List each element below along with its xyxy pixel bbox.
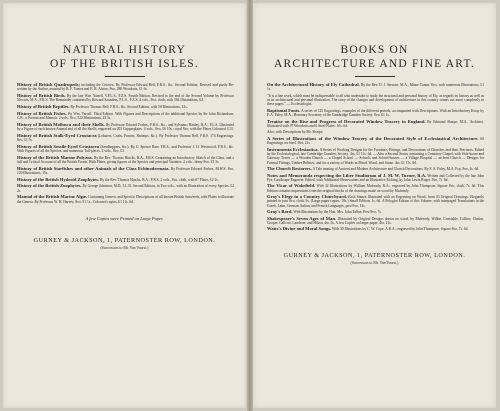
entry-description: By George Johnston, M.D., LL.D. Second Edition, in Two vols., with an Illustration of every Species. £2 2s. [17,184,234,193]
entry-description: (Sandhoppers, &c.). By C. Spence Bate, F.R.S., and Professor J. O. Westwood, F.R.S., &c. With Figures of all the Species, and numerous Tail-pieces. 2 vols., 8vo, £3. [17,144,234,153]
catalogue-entry [17,134,234,143]
right-page [253,3,496,408]
entry-title: History of British Quadrupeds; [17,82,81,87]
entry-description: including the Cetacea. By Professor Edward Bell, F.R.S., &c. Second Edition, Revised and partly Re-written by the Author, assisted by R. F. Tomes and E. R. Alston. 8vo, 280 Woodcuts, £1 6s. [17,83,235,92]
right-title-line1: BOOKS ON [340,44,409,56]
entry-title: Baptismal Fonts. [267,107,301,113]
right-publisher-imprint: GURNEY & JACKSON, 1, PATERNOSTER ROW, LONDON. [283,251,466,259]
catalogue-entry [267,130,484,134]
entry-description: By the Rev. Thomas Hincks, B.A., F.R.S. Containing an Introductory Sketch of the Class, and a full and Critical Account of all the British Forms. With Plates, giving figures of the Species and principal Varieties. 2 vols., demy 8vo, £3 3s. [17,155,234,164]
entry-description: Illustrated by Original Designs drawn on wood, by Mulready, Wilkie, Constable, Collins, Chalon, Cooper, Callcott, Landseer, and Hilton. 4to, 6s. A few Copies on larger paper, 4to, 21s. [267,216,484,225]
left-heading-rule [105,76,145,77]
catalogue-entry [17,184,234,193]
entry-description: Written and Collected by the late John Pye, Landscape Engraver. Edited, with Additional Observations and an Illustrative Etching, by John Lewis Roget. 8vo, 7s. 6d. [267,173,484,182]
entry-description: By Wm. Yarrell. Third Edition. With Figures and Descriptions of the additional Species by Sir John Richardson, C.B., a Portrait and Memoir. 2 vols., 8vo, 522 Illustrations, £3 3s. [17,111,234,120]
catalogue-entry [267,217,484,226]
entry-description: A Series of Working Designs for the Furniture, Fittings, and Decorations of Churches and their Precincts. Edited by the Ecclesiological, late Cambridge Camden, Society. 4to, £1 11s. 6d. — Also a Second Series containing a Cemetery Chapel, with Sick-house and Gateway Tower — a Wooden Church — a Chapel School — Schools and School-houses — a Village Hospital — an Iron Church — Designs for Funeral Fittings, Timber Belfries, and for a variety of Works in Metal, Wood, and Stone. 4to, £1 11s. 6d. [267,147,484,165]
catalogue-entry [267,167,484,171]
catalogue-entry [267,184,484,193]
left-page [3,3,246,408]
catalogue-entry [17,145,234,154]
catalogue-entry [267,109,484,118]
right-heading-rule [355,76,395,77]
catalogue-entry [17,195,234,204]
catalogue-entry [17,123,234,132]
entry-description: By Edmund Sharpe, M.A., Architect. Illustrated with 97 Woodcuts and 6 Steel Plates. 10s. 6d. [267,119,484,128]
entry-description: A Tale treating of Ancient and Modern Architecture and Church Decorations. By F. A. Paley, M.A. Fcp. 8vo, 4s. 6d. [312,167,480,172]
entry-description: "It is a fine work, which must be indispensable to all who undertake to study the structural and personal history of Ely, as regards its history as well as in its architectural and personal illustration. The story of the changes and development of architecture in this country comes out more completely in these pages." — Ecclesiologist. [267,93,484,107]
entry-title: History of British Mollusca and their Shells. [17,121,105,127]
right-entry-list [267,83,484,232]
entry-description: 60 Engravings on Steel. 8vo, 21s. [267,136,484,146]
entry-title: History of British Birds. [17,92,66,98]
entry-description: Containing Generic and Specific Descriptions of all known British Seaweeds, with Plates to illustrate the Genera. By Professor W. H. Harvey. 8vo, £1 1s.; Coloured copies, £1 11s. 6d. [17,195,235,204]
entry-title: The Church Restorers. [267,166,312,172]
entry-description: By Professor Thomas Bell, F.R.S., &c. Second Edition, with 50 Illustrations, 12s. [70,104,188,109]
catalogue-entry [267,83,484,92]
right-title-line2: ARCHITECTURE AND FINE ART. [274,58,475,70]
entry-title: Shakespeare's Seven Ages of Man. [267,215,337,221]
left-page-heading [3,43,246,71]
catalogue-entry [267,227,484,231]
entry-title: History of British Stalk-Eyed Crustacea [17,132,97,138]
entry-description: By Professor Edward Forbes, F.R.S., &c., and Sylvanus Hanley, B.A., F.L.S. Illustrated by a Figure of each known Animal and of all the Shells, engraved on 203 Copperplates. 4 vols., 8vo, £6 10s.; royal 8vo, with the Plates Coloured, £13. [17,122,235,131]
entry-title: The Vicar of Wakefield. [267,183,316,189]
entry-title: History of British Fishes. [17,110,67,116]
entry-title: Instrumenta Ecclesiastica. [267,146,319,152]
catalogue-entry [17,105,234,109]
entry-description: Each Stanza Illustrated with an Engraving on Wood, from 33 Original Drawings. Elegantly printed in post 8vo, cloth, 9s. (Large paper copies, 18s.) Small Edition, 1s. 6d. A Polyglot Edition of this Volume, with interpaged Translations in the Greek, Latin, German, Italian, and French Languages, post 8vo, 12s. [267,195,485,208]
catalogue-entry [267,210,484,214]
entry-title: Treatise on the Rise and Progress of Decorated Window Tracery in England. [267,118,426,124]
entry-title: Notes and Memoranda respecting the Liber Studiorum of J. M. W. Turner, R.A. [267,172,427,178]
right-page-heading [253,43,496,71]
catalogue-entry [267,94,484,107]
catalogue-entry [17,112,234,121]
entry-description: By the late Wm. Yarrell, V.P.L.S., F.Z.S. Fourth Edition, Revised to the end of the Second Volume by Professor Newton, M.A., F.R.S. The Remainder continued by Howard Saunders, F.L.S., F.Z.S. 4 vols., 8vo, cloth, with 564 Illustrations, £4. [17,93,234,103]
entry-title: Watts's Divine and Moral Songs. [267,226,332,232]
catalogue-entry [17,156,234,165]
left-entry-list [17,83,234,204]
entry-description: With 32 Illustrations by William Mulready, R.A.; engraved by John Thompson. Square 8vo, cloth, 7s. 6d. This Edition contains impressions from the original blocks of the drawings made on wood by Mulready. [267,184,484,193]
large-paper-note: A few Copies were Printed on Large Paper. [85,215,164,221]
entry-description: With Illustrations by the Hon. Mrs. John Talbot. Post 8vo, 7s. [293,210,382,215]
entry-description: By Professor Edward Forbes, M.W.S. 8vo, 120 Illustrations, 15s. [17,166,234,175]
entry-title: Gray's Bard. [267,209,293,215]
catalogue-entry [267,148,484,165]
entry-title: History of British Starfishes and other Animals of the Class Echinodermata. [17,165,170,171]
entry-description: Also, with Descriptions by Mr. Sharpe, [267,130,324,135]
catalogue-entry [267,137,484,146]
entry-description: By the Rev. D. J. Stewart, M.A., Minor Canon. 8vo, with numerous Illustrations, £1 1s. [267,83,484,92]
catalogue-entry [267,120,484,129]
entry-title: Gray's Elegy in a Country Churchyard. [267,194,347,200]
left-publisher-imprint: GURNEY & JACKSON, 1, PATERNOSTER ROW, LONDON. [33,236,216,244]
catalogue-entry [17,83,234,92]
left-title-line2: OF THE BRITISH ISLES. [50,58,199,70]
entry-description: A series of 125 Engravings, examples of the different periods, accompanied with Descriptions. With an Introductory Essay by F. A. Paley, M.A., Honorary Secretary of the Cambridge Camden Society. 8vo, £1 1s. [267,108,484,118]
entry-title: History of the British Zoophytes. [17,183,82,189]
entry-title: A Series of Illustrations of the Window Tracery of the Decorated Style of Ecclesiastical Architecture. [267,135,479,141]
entry-title: History of the British Hydroid Zoophytes. [17,176,100,182]
entry-description: By the Rev. Thomas Hincks, B.A., F.R.S. 2 vols., 8vo, cloth, with 67 Plates, £2 2s. [100,177,219,182]
catalogue-entry [17,94,234,103]
entry-description: (Lobsters, Crabs, Prawns, Shrimps, &c.). By Professor Thomas Bell, F.R.S. 174 Engravings. 8vo, £1 5s. [17,133,234,142]
catalogue-entry [17,178,234,182]
left-successors-note: (Successors to Mr. Van Voorst.) [100,245,149,250]
entry-title: History of the British Marine Polyzoa. [17,154,93,160]
right-successors-note: (Successors to Mr. Van Voorst.) [350,260,399,265]
catalogue-entry [17,167,234,176]
left-title-line1: NATURAL HISTORY [62,44,187,56]
entry-title: History of British Reptiles. [17,103,70,109]
entry-title: History of British Sessile-Eyed Crustacea [17,143,99,149]
entry-title: On the Architectural History of Ely Cathedral. [267,82,360,87]
catalogue-entry [267,195,484,208]
catalogue-entry [267,174,484,183]
entry-description: With 30 Illustrations by C. W. Cope, A.R.A.; engraved by John Thompson. Square 8vo, 7s. 6d. [332,227,469,232]
entry-title: Manual of the British Marine Algæ. [17,194,88,200]
